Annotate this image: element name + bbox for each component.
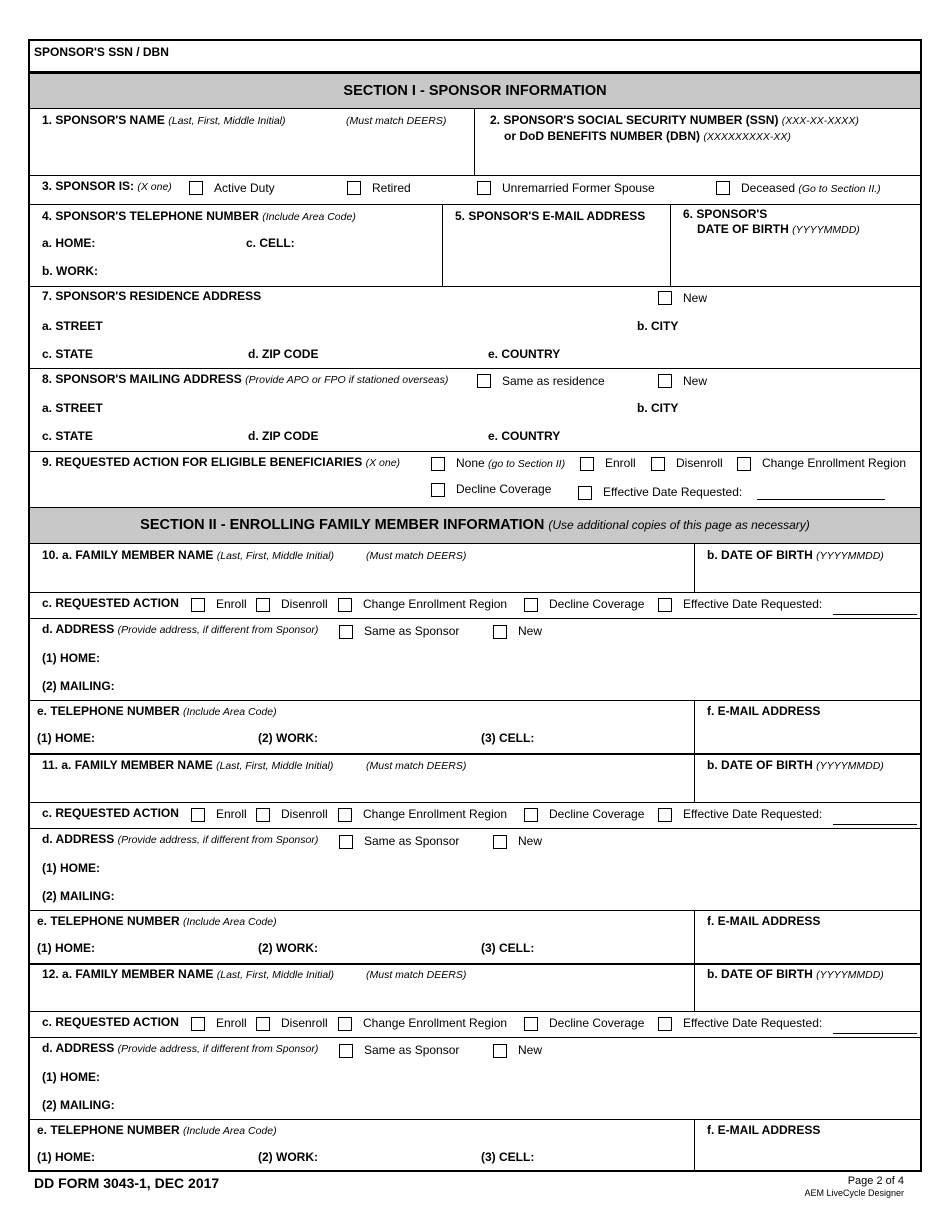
family-member-block-11 [30, 754, 920, 963]
section-1-title: SECTION I - SPONSOR INFORMATION [343, 83, 607, 99]
divider [694, 700, 695, 753]
mailing-zip-label: d. ZIP CODE [248, 429, 319, 443]
residence-state-label: c. STATE [42, 347, 93, 361]
mailing-state-label: c. STATE [42, 429, 93, 443]
family-member-name-label: 11. a. FAMILY MEMBER NAME (Last, First, Middle Initial) [42, 758, 334, 772]
sponsor-phone-home-label: a. HOME: [42, 236, 96, 250]
divider [694, 1119, 695, 1172]
mailing-city-label: b. CITY [637, 401, 679, 415]
family-member-deers-hint: (Must match DEERS) [366, 760, 467, 772]
checkbox-action-decline[interactable] [431, 483, 445, 497]
checkbox-address-new[interactable] [493, 1044, 507, 1058]
mailing-country-label: e. COUNTRY [488, 429, 561, 443]
divider [30, 204, 920, 205]
checkbox-change-region[interactable] [338, 598, 352, 612]
enroll-label: Enroll [216, 597, 247, 611]
form-id: DD FORM 3043-1, DEC 2017 [34, 1175, 220, 1191]
residence-country-label: e. COUNTRY [488, 347, 561, 361]
option-deceased: Deceased (Go to Section II.) [741, 181, 881, 195]
disenroll-label: Disenroll [281, 807, 328, 821]
requested-action-label: 9. REQUESTED ACTION FOR ELIGIBLE BENEFICIARIES (X one) [42, 455, 401, 469]
same-as-sponsor-label: Same as Sponsor [364, 834, 460, 848]
phone-home-label: (1) HOME: [37, 941, 95, 955]
form-page [28, 39, 922, 1172]
divider [30, 700, 920, 701]
family-member-dob-label: b. DATE OF BIRTH (YYYYMMDD) [707, 548, 884, 562]
family-member-dob-label: b. DATE OF BIRTH (YYYYMMDD) [707, 967, 884, 981]
divider [694, 754, 695, 802]
checkbox-mailing-new[interactable] [658, 374, 672, 388]
enroll-label: Enroll [216, 1016, 247, 1030]
checkbox-change-region[interactable] [338, 808, 352, 822]
effective-date-label: Effective Date Requested: [683, 597, 823, 611]
checkbox-action-none[interactable] [431, 457, 445, 471]
effective-date-input[interactable] [833, 824, 917, 825]
action-decline-label: Decline Coverage [456, 482, 552, 496]
sponsor-is-label: 3. SPONSOR IS: (X one) [42, 179, 172, 193]
sponsor-dob-label-1: 6. SPONSOR'S [683, 207, 768, 221]
divider [30, 618, 920, 619]
checkbox-disenroll[interactable] [256, 808, 270, 822]
action-enroll-label: Enroll [605, 456, 636, 470]
checkbox-retired[interactable] [347, 181, 361, 195]
checkbox-action-change-region[interactable] [737, 457, 751, 471]
address-home-label: (1) HOME: [42, 651, 100, 665]
action-effective-date-label: Effective Date Requested: [603, 485, 743, 499]
sponsor-ssn-label: 2. SPONSOR'S SOCIAL SECURITY NUMBER (SSN) (XXX-XX-XXXX) [490, 113, 859, 127]
divider [670, 204, 671, 286]
divider [30, 1037, 920, 1038]
family-member-phone-label: e. TELEPHONE NUMBER (Include Area Code) [37, 914, 277, 928]
option-retired: Retired [372, 181, 411, 195]
checkbox-same-as-residence[interactable] [477, 374, 491, 388]
family-member-email-label: f. E-MAIL ADDRESS [707, 704, 821, 718]
family-member-action-label: c. REQUESTED ACTION [42, 806, 179, 820]
effective-date-input[interactable] [757, 499, 885, 500]
section-2-header [30, 507, 920, 544]
divider [694, 963, 695, 1011]
action-disenroll-label: Disenroll [676, 456, 723, 470]
same-as-sponsor-label: Same as Sponsor [364, 1043, 460, 1057]
family-member-name-label: 10. a. FAMILY MEMBER NAME (Last, First, Middle Initial) [42, 548, 335, 562]
residence-address-label: 7. SPONSOR'S RESIDENCE ADDRESS [42, 289, 262, 303]
family-member-deers-hint: (Must match DEERS) [366, 969, 467, 981]
disenroll-label: Disenroll [281, 1016, 328, 1030]
phone-cell-label: (3) CELL: [481, 941, 535, 955]
option-active-duty: Active Duty [214, 181, 275, 195]
phone-work-label: (2) WORK: [258, 941, 318, 955]
checkbox-unremarried-former-spouse[interactable] [477, 181, 491, 195]
sponsor-name-deers-hint: (Must match DEERS) [346, 115, 447, 127]
phone-work-label: (2) WORK: [258, 1150, 318, 1164]
address-mailing-label: (2) MAILING: [42, 679, 115, 693]
checkbox-same-as-sponsor[interactable] [339, 835, 353, 849]
action-none-label: None (go to Section II) [456, 456, 566, 470]
effective-date-label: Effective Date Requested: [683, 807, 823, 821]
decline-label: Decline Coverage [549, 807, 645, 821]
checkbox-address-new[interactable] [493, 625, 507, 639]
page-number: Page 2 of 4 [847, 1175, 904, 1187]
mailing-new-label: New [683, 374, 708, 388]
action-change-region-label: Change Enrollment Region [762, 456, 907, 470]
address-mailing-label: (2) MAILING: [42, 889, 115, 903]
divider [474, 109, 475, 175]
sponsor-name-label: 1. SPONSOR'S NAME (Last, First, Middle Initial) [42, 113, 286, 127]
checkbox-change-region[interactable] [338, 1017, 352, 1031]
phone-work-label: (2) WORK: [258, 731, 318, 745]
address-new-label: New [518, 1043, 543, 1057]
address-new-label: New [518, 624, 543, 638]
checkbox-effective-date[interactable] [658, 1017, 672, 1031]
section-2-title: SECTION II - ENROLLING FAMILY MEMBER INFORMATION (Use additional copies of this page as necessary) [140, 517, 810, 533]
sponsor-dob-label-2: DATE OF BIRTH (YYYYMMDD) [697, 222, 860, 236]
family-member-address-label: d. ADDRESS (Provide address, if different from Sponsor) [42, 622, 319, 636]
designer-credit: AEM LiveCycle Designer [804, 1188, 904, 1198]
divider [30, 828, 920, 829]
divider [30, 592, 920, 593]
address-home-label: (1) HOME: [42, 1070, 100, 1084]
checkbox-enroll[interactable] [191, 598, 205, 612]
divider [30, 451, 920, 452]
checkbox-action-enroll[interactable] [580, 457, 594, 471]
sponsor-phone-work-label: b. WORK: [42, 264, 98, 278]
same-as-residence-label: Same as residence [502, 374, 605, 388]
mailing-street-label: a. STREET [42, 401, 103, 415]
same-as-sponsor-label: Same as Sponsor [364, 624, 460, 638]
checkbox-effective-date[interactable] [658, 808, 672, 822]
family-member-email-label: f. E-MAIL ADDRESS [707, 914, 821, 928]
checkbox-enroll[interactable] [191, 1017, 205, 1031]
change-region-label: Change Enrollment Region [363, 597, 508, 611]
checkbox-action-effective-date[interactable] [578, 486, 592, 500]
checkbox-same-as-sponsor[interactable] [339, 625, 353, 639]
checkbox-effective-date[interactable] [658, 598, 672, 612]
sponsor-email-label: 5. SPONSOR'S E-MAIL ADDRESS [455, 209, 646, 223]
sponsor-dbn-label: or DoD BENEFITS NUMBER (DBN) (XXXXXXXXX-XX) [504, 129, 791, 143]
family-member-address-label: d. ADDRESS (Provide address, if different from Sponsor) [42, 1041, 319, 1055]
section-1-header [30, 73, 920, 109]
family-member-phone-label: e. TELEPHONE NUMBER (Include Area Code) [37, 704, 277, 718]
checkbox-address-new[interactable] [493, 835, 507, 849]
checkbox-action-disenroll[interactable] [651, 457, 665, 471]
mailing-address-label: 8. SPONSOR'S MAILING ADDRESS (Provide APO or FPO if stationed overseas) [42, 372, 449, 386]
divider [694, 544, 695, 592]
divider [442, 204, 443, 286]
disenroll-label: Disenroll [281, 597, 328, 611]
option-unremarried-former-spouse: Unremarried Former Spouse [502, 181, 655, 195]
phone-home-label: (1) HOME: [37, 731, 95, 745]
change-region-label: Change Enrollment Region [363, 807, 508, 821]
checkbox-residence-new[interactable] [658, 291, 672, 305]
divider [30, 910, 920, 911]
checkbox-deceased[interactable] [716, 181, 730, 195]
effective-date-input[interactable] [833, 1033, 917, 1034]
residence-city-label: b. CITY [637, 319, 679, 333]
family-member-action-label: c. REQUESTED ACTION [42, 596, 179, 610]
change-region-label: Change Enrollment Region [363, 1016, 508, 1030]
enroll-label: Enroll [216, 807, 247, 821]
checkbox-decline[interactable] [524, 598, 538, 612]
residence-zip-label: d. ZIP CODE [248, 347, 319, 361]
checkbox-decline[interactable] [524, 808, 538, 822]
family-member-email-label: f. E-MAIL ADDRESS [707, 1123, 821, 1137]
family-member-block-10 [30, 544, 920, 753]
divider [30, 175, 920, 176]
checkbox-disenroll[interactable] [256, 598, 270, 612]
sponsor-telephone-label: 4. SPONSOR'S TELEPHONE NUMBER (Include Area Code) [42, 209, 356, 223]
checkbox-same-as-sponsor[interactable] [339, 1044, 353, 1058]
checkbox-enroll[interactable] [191, 808, 205, 822]
family-member-address-label: d. ADDRESS (Provide address, if different from Sponsor) [42, 832, 319, 846]
family-member-action-label: c. REQUESTED ACTION [42, 1015, 179, 1029]
family-member-phone-label: e. TELEPHONE NUMBER (Include Area Code) [37, 1123, 277, 1137]
phone-cell-label: (3) CELL: [481, 731, 535, 745]
checkbox-disenroll[interactable] [256, 1017, 270, 1031]
residence-new-label: New [683, 291, 708, 305]
divider [30, 286, 920, 287]
family-member-block-12 [30, 963, 920, 1172]
sponsor-phone-cell-label: c. CELL: [246, 236, 295, 250]
phone-home-label: (1) HOME: [37, 1150, 95, 1164]
residence-street-label: a. STREET [42, 319, 103, 333]
divider [30, 1119, 920, 1120]
divider [30, 1011, 920, 1012]
divider [694, 910, 695, 963]
divider [30, 368, 920, 369]
checkbox-decline[interactable] [524, 1017, 538, 1031]
divider [30, 802, 920, 803]
effective-date-input[interactable] [833, 614, 917, 615]
decline-label: Decline Coverage [549, 597, 645, 611]
checkbox-active-duty[interactable] [189, 181, 203, 195]
address-new-label: New [518, 834, 543, 848]
family-member-dob-label: b. DATE OF BIRTH (YYYYMMDD) [707, 758, 884, 772]
address-home-label: (1) HOME: [42, 861, 100, 875]
family-member-deers-hint: (Must match DEERS) [366, 550, 467, 562]
sponsor-ssn-dbn-label: SPONSOR'S SSN / DBN [34, 45, 169, 59]
phone-cell-label: (3) CELL: [481, 1150, 535, 1164]
decline-label: Decline Coverage [549, 1016, 645, 1030]
address-mailing-label: (2) MAILING: [42, 1098, 115, 1112]
effective-date-label: Effective Date Requested: [683, 1016, 823, 1030]
family-member-name-label: 12. a. FAMILY MEMBER NAME (Last, First, Middle Initial) [42, 967, 335, 981]
